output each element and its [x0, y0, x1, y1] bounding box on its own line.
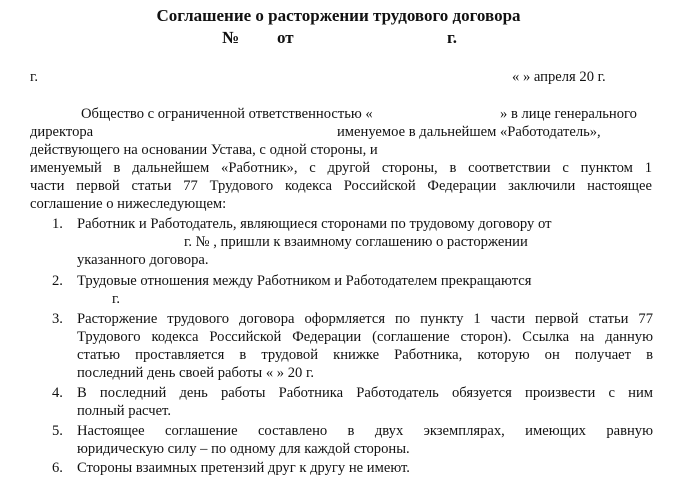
- item-4-line-2: полный расчет.: [77, 403, 171, 419]
- year-label: г.: [447, 28, 458, 47]
- item-1-line-3: указанного договора.: [77, 252, 209, 268]
- item-3-line-2: Трудового кодекса Российской Федерации (соглашение сторон). Ссылка на данную: [77, 329, 653, 345]
- item-5-line-2: юридическую силу – по одному для каждой стороны.: [77, 441, 410, 457]
- document-date: « » апреля 20 г.: [512, 69, 606, 85]
- item-number: 4.: [52, 385, 63, 401]
- intro-line-5: части первой статьи 77 Трудового кодекса Российской Федерации заключили настоящее: [30, 178, 652, 194]
- item-number: 3.: [52, 311, 63, 327]
- intro-line-1a: Общество с ограниченной ответственностью «: [81, 106, 373, 122]
- item-number: 1.: [52, 216, 63, 232]
- intro-line-2b: именуемое в дальнейшем «Работодатель»,: [337, 124, 601, 140]
- item-4-line-1: В последний день работы Работника Работодатель обязуется произвести с ним: [77, 385, 653, 401]
- intro-line-3: действующего на основании Устава, с одной стороны, и: [30, 142, 378, 158]
- from-label: от: [277, 28, 294, 47]
- intro-line-2a: директора: [30, 124, 94, 140]
- item-number: 2.: [52, 273, 63, 289]
- item-3-line-3: статью проставляется в трудовой книжке Работника, которую он получает в: [77, 347, 653, 363]
- intro-line-4: именуемый в дальнейшем «Работник», с другой стороны, в соответствии с пунктом 1: [30, 160, 652, 176]
- item-number: 5.: [52, 423, 63, 439]
- item-6-line-1: Стороны взаимных претензий друг к другу не имеют.: [77, 460, 410, 476]
- city-prefix: г.: [30, 69, 38, 85]
- item-5-line-1: Настоящее соглашение составлено в двух экземплярах, имеющих равную: [77, 423, 653, 439]
- item-1-line-1: Работник и Работодатель, являющиеся сторонами по трудовому договору от: [77, 216, 552, 232]
- item-3-line-4: последний день своей работы « » 20 г.: [77, 365, 314, 381]
- intro-line-6: соглашение о нижеследующем:: [30, 196, 227, 212]
- document-title: Соглашение о расторжении трудового договора: [156, 6, 521, 25]
- number-sign: №: [222, 28, 240, 47]
- item-2-line-2: г.: [112, 291, 120, 307]
- item-3-line-1: Расторжение трудового договора оформляется по пункту 1 части первой статьи 77: [77, 311, 653, 327]
- item-number: 6.: [52, 460, 63, 476]
- intro-line-1b: » в лице генерального: [500, 106, 637, 122]
- item-1-line-2: г. № , пришли к взаимному соглашению о расторжении: [184, 234, 528, 250]
- item-2-line-1: Трудовые отношения между Работником и Работодателем прекращаются: [77, 273, 532, 289]
